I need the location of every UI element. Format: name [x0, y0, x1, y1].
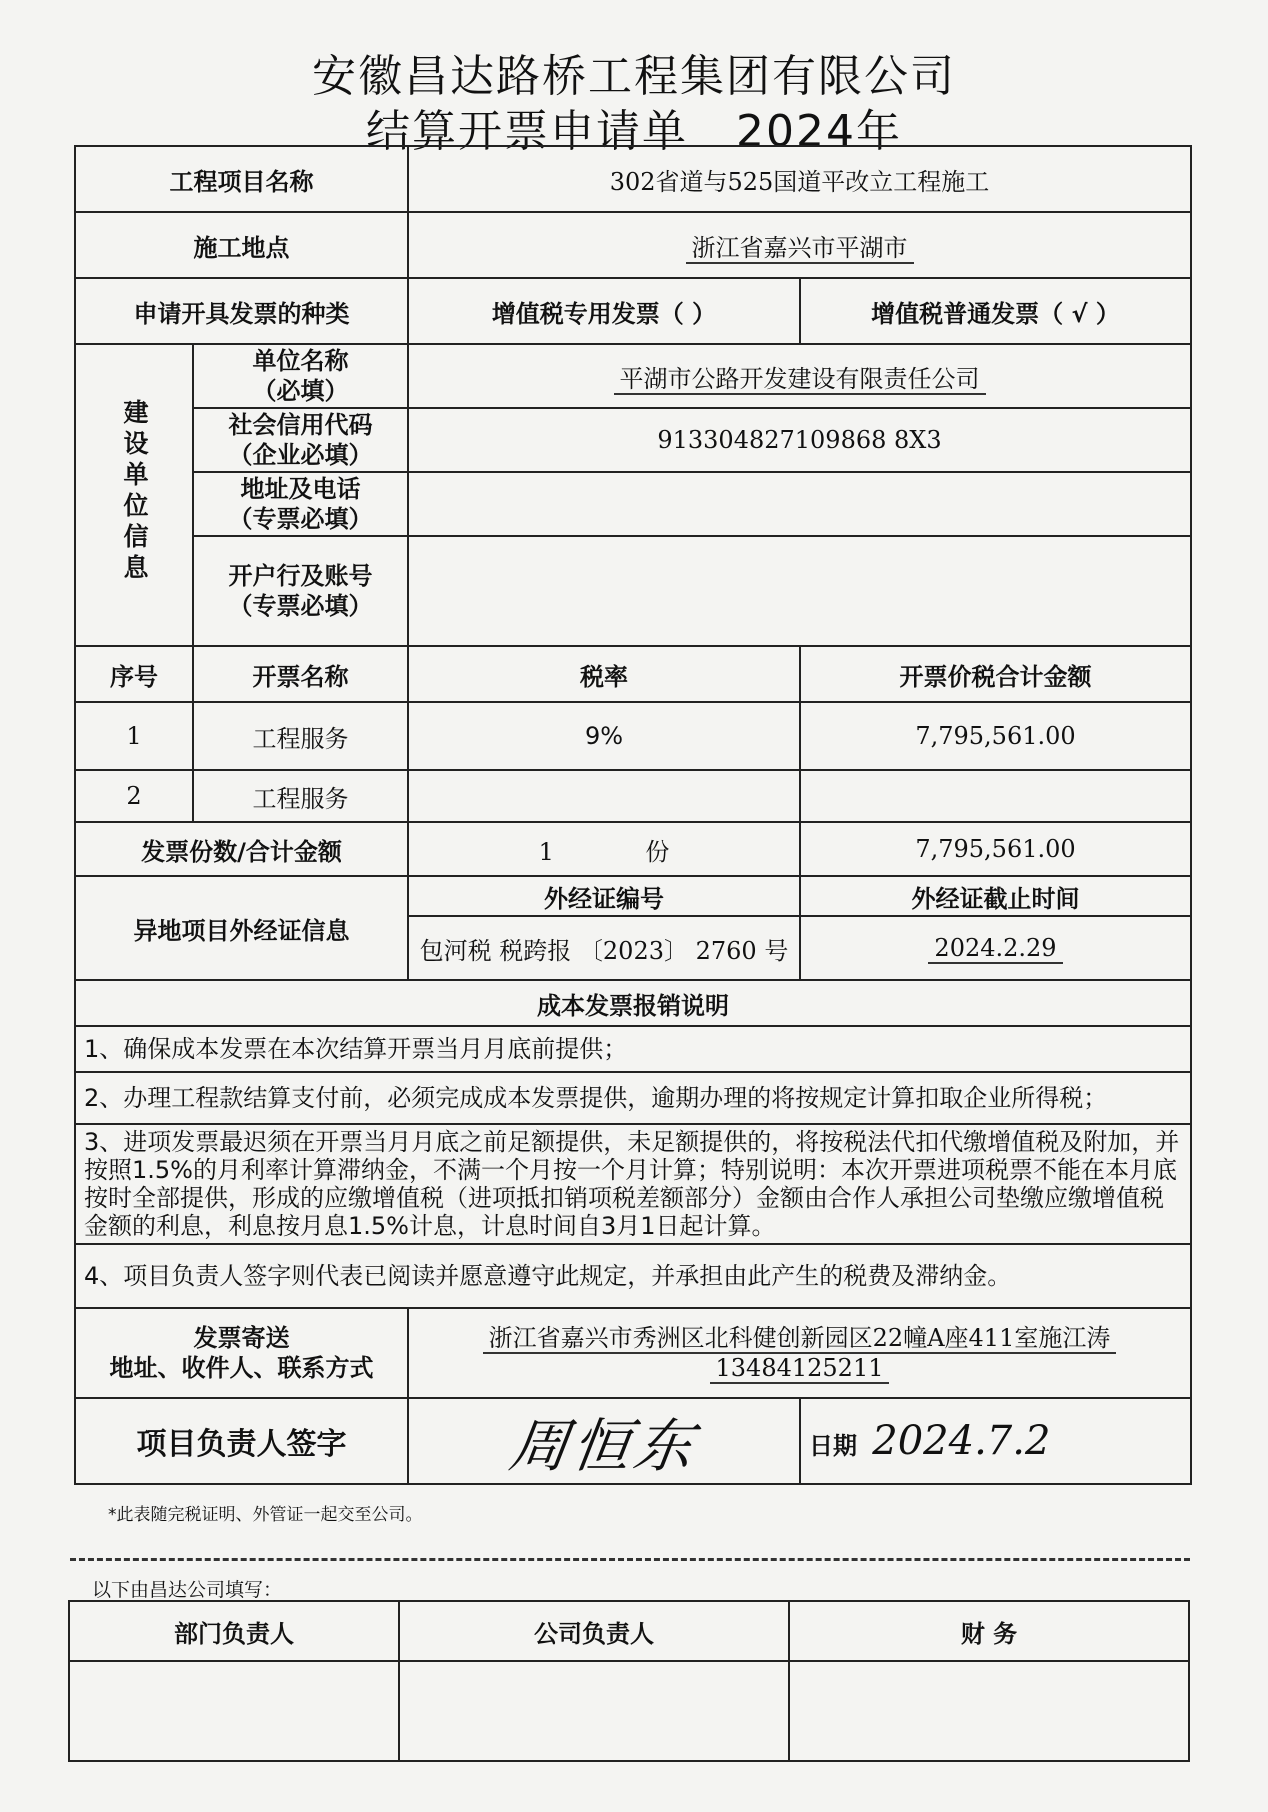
client-name-label-line2: （必填） [252, 377, 349, 405]
date-label: 日期 [809, 1432, 857, 1460]
cert-deadline-header: 外经证截止时间 [800, 876, 1191, 916]
cut-line-divider [70, 1558, 1190, 1561]
col-header-rate: 税率 [408, 646, 800, 702]
project-name-field[interactable] [408, 146, 1191, 212]
invoice-type-label: 申请开具发票的种类 [75, 278, 408, 344]
credit-code-label-line1: 社会信用代码 [228, 411, 373, 439]
address-phone-field[interactable] [408, 472, 1191, 536]
col-header-no: 序号 [75, 646, 193, 702]
address-phone-label-line1: 地址及电话 [240, 475, 361, 503]
dept-head-sign-field[interactable] [69, 1661, 399, 1761]
credit-code-label [193, 408, 408, 472]
client-name-value: 平湖市公路开发建设有限责任公司 [614, 365, 986, 395]
mailing-label [75, 1308, 408, 1398]
finance-header: 财 务 [789, 1601, 1189, 1661]
footnote: *此表随完税证明、外管证一起交至公司。 [108, 1505, 423, 1525]
signature-date: 2024.7.2 [872, 1418, 1051, 1464]
totals-amount[interactable]: 7,795,561.00 [800, 822, 1191, 876]
invoice-type-special-option[interactable]: 增值税专用发票（ ） [408, 278, 800, 344]
credit-code-field[interactable] [408, 408, 1191, 472]
client-name-label-line1: 单位名称 [252, 347, 349, 375]
bank-account-label-line1: 开户行及账号 [228, 562, 373, 590]
cert-deadline: 2024.2.29 [928, 934, 1062, 964]
signature-name: 周恒东 [505, 1412, 702, 1480]
company-approval-table [68, 1600, 1190, 1762]
location-value: 浙江省嘉兴市平湖市 [686, 234, 914, 264]
bank-account-field[interactable] [408, 536, 1191, 646]
location-field[interactable] [408, 212, 1191, 278]
location-label: 施工地点 [75, 212, 408, 278]
bank-account-label-line2: （专票必填） [228, 592, 373, 620]
signature-date-field[interactable] [800, 1398, 1191, 1484]
note-item: 1、确保成本发票在本次结算开票当月月底前提供； [75, 1026, 1191, 1072]
credit-code-label-line2: （企业必填） [228, 441, 373, 469]
client-section-label [75, 344, 193, 646]
totals-count-field[interactable] [408, 822, 800, 876]
company-title: 安徽昌达路桥工程集团有限公司 [312, 51, 956, 102]
external-cert-label: 异地项目外经证信息 [75, 876, 408, 980]
note-item: 4、项目负责人签字则代表已阅读并愿意遵守此规定，并承担由此产生的税费及滞纳金。 [75, 1244, 1191, 1308]
dept-head-header: 部门负责人 [69, 1601, 399, 1661]
totals-label: 发票份数/合计金额 [75, 822, 408, 876]
table-row [75, 702, 1191, 770]
finance-sign-field[interactable] [789, 1661, 1189, 1761]
row-rate[interactable]: 9% [408, 702, 800, 770]
signature-field[interactable] [408, 1398, 800, 1484]
bank-account-label [193, 536, 408, 646]
row-no: 2 [75, 770, 193, 822]
note-item: 3、进项发票最迟须在开票当月月底之前足额提供，未足额提供的，将按税法代扣代缴增值税及附加，并按照1.5%的月利率计算滞纳金，不满一个月按一个月计算；特别说明：本次开票进项税票不能在本月底按时全部提供，形成的应缴增值税（进项抵扣销项税差额部分）金额由合作人承担公司垫缴应缴增值税金额的利息，利息按月息1.5%计息，计息时间自3月1日起计算。 [75, 1124, 1191, 1244]
company-head-header: 公司负责人 [399, 1601, 789, 1661]
mailing-phone: 13484125211 [710, 1354, 890, 1384]
invoice-type-normal-option[interactable]: 增值税普通发票（ √ ） [800, 278, 1191, 344]
project-name-label: 工程项目名称 [75, 146, 408, 212]
client-section-text: 建设单位信息 [120, 399, 149, 585]
company-section-intro: 以下由昌达公司填写： [92, 1579, 283, 1601]
totals-count-unit: 份 [645, 837, 670, 866]
row-name[interactable]: 工程服务 [193, 770, 408, 822]
company-head-sign-field[interactable] [399, 1661, 789, 1761]
mailing-label-line1: 发票寄送 [193, 1324, 290, 1352]
table-row [75, 770, 1191, 822]
mailing-address: 浙江省嘉兴市秀洲区北科健创新园区22幢A座411室施江涛 [483, 1324, 1117, 1354]
col-header-name: 开票名称 [193, 646, 408, 702]
client-name-label [193, 344, 408, 408]
form-title-text: 结算开票申请单 [366, 106, 689, 157]
project-name-value: 302省道与525国道平改立工程施工 [609, 167, 990, 196]
row-name[interactable]: 工程服务 [193, 702, 408, 770]
row-amount[interactable]: 7,795,561.00 [800, 702, 1191, 770]
notes-title: 成本发票报销说明 [75, 980, 1191, 1026]
cert-number-header: 外经证编号 [408, 876, 800, 916]
cert-number[interactable]: 包河税 税跨报 〔2023〕 2760 号 [408, 916, 800, 980]
client-name-field[interactable] [408, 344, 1191, 408]
totals-count: 1 [538, 837, 554, 866]
signature-label: 项目负责人签字 [75, 1398, 408, 1484]
row-amount[interactable] [800, 770, 1191, 822]
row-no: 1 [75, 702, 193, 770]
note-item: 2、办理工程款结算支付前，必须完成成本发票提供，逾期办理的将按规定计算扣取企业所得税； [75, 1072, 1191, 1124]
row-rate[interactable] [408, 770, 800, 822]
credit-code-value: 913304827109868 8X3 [657, 426, 942, 454]
form-year: 2024年 [735, 106, 902, 157]
settlement-form [74, 145, 1192, 1485]
col-header-amount: 开票价税合计金额 [800, 646, 1191, 702]
mailing-field[interactable] [408, 1308, 1191, 1398]
address-phone-label [193, 472, 408, 536]
cert-deadline-field[interactable] [800, 916, 1191, 980]
mailing-label-line2: 地址、收件人、联系方式 [109, 1354, 374, 1382]
address-phone-label-line2: （专票必填） [228, 505, 373, 533]
